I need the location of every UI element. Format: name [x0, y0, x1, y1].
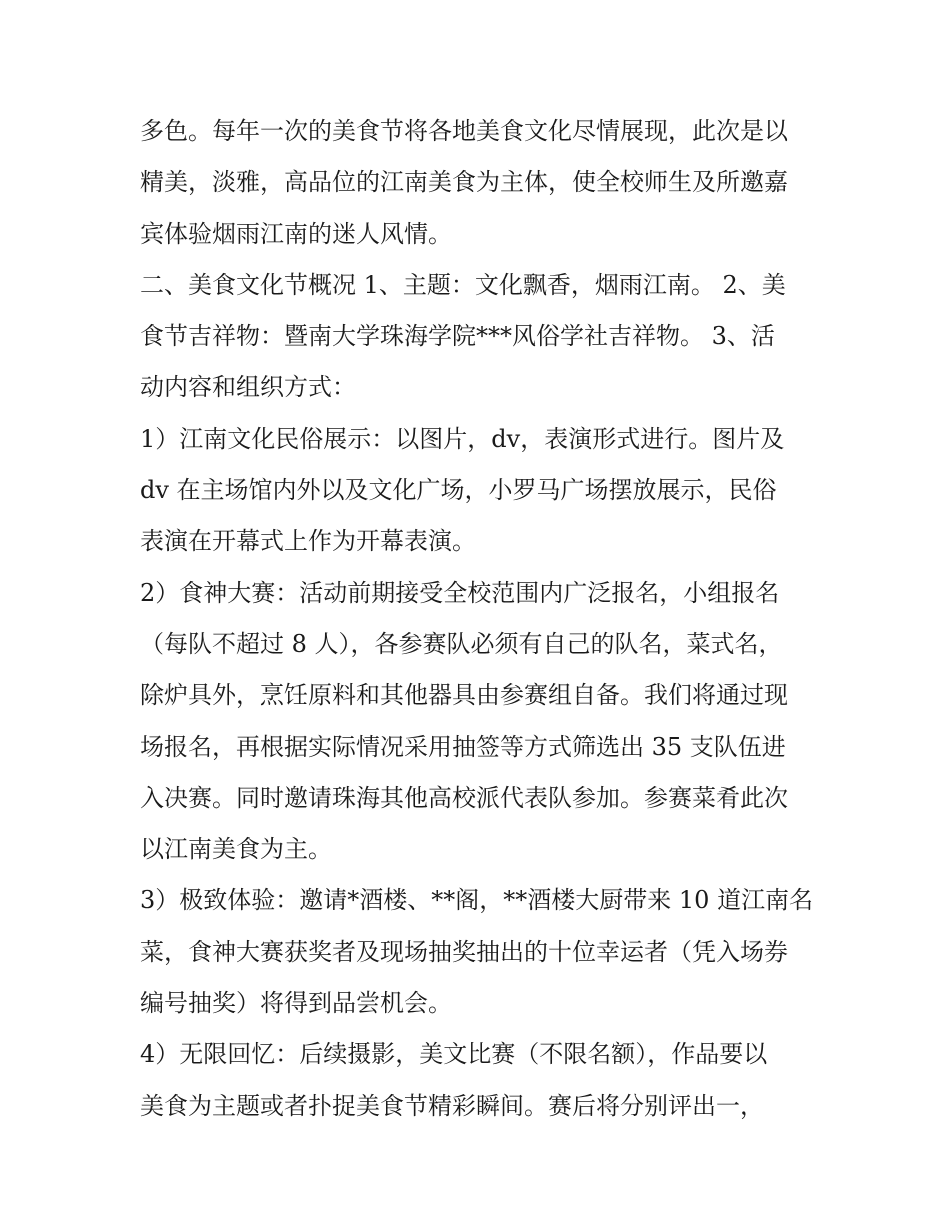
text-line-20: 美食为主题或者扑捉美食节精彩瞬间。赛后将分别评出一，: [140, 1091, 764, 1120]
text-line-19: 4）无限回忆：后续摄影，美文比赛（不限名额），作品要以: [140, 1040, 768, 1069]
text-line-1: 多色。每年一次的美食节将各地美食文化尽情展现，此次是以: [140, 117, 788, 145]
text-line-17: 菜，食神大赛获奖者及现场抽奖抽出的十位幸运者（凭入场券: [140, 937, 788, 966]
text-line-6: 动内容和组织方式：: [140, 373, 356, 402]
text-line-12: 除炉具外，烹饪原料和其他器具由参赛组自备。我们将通过现: [140, 681, 788, 710]
text-line-4: 二、美食文化节概况 1、主题：文化飘香，烟雨江南。 2、美: [140, 270, 786, 299]
text-line-16: 3）极致体验：邀请*酒楼、**阁，**酒楼大厨带来 10 道江南名: [140, 886, 814, 915]
text-line-9: 表演在开幕式上作为开幕表演。: [140, 527, 476, 556]
text-line-10: 2）食神大赛：活动前期接受全校范围内广泛报名，小组报名: [140, 578, 780, 607]
text-line-18: 编号抽奖）将得到品尝机会。: [140, 989, 452, 1018]
text-line-7: 1）江南文化民俗展示：以图片，dv，表演形式进行。图片及: [140, 424, 785, 453]
text-line-5: 食节吉祥物：暨南大学珠海学院***风俗学社吉祥物。 3、活: [140, 322, 775, 351]
text-line-3: 宾体验烟雨江南的迷人风情。: [140, 219, 452, 248]
text-line-8: dv 在主场馆内外以及文化广场，小罗马广场摆放展示，民俗: [140, 476, 777, 505]
text-line-13: 场报名，再根据实际情况采用抽签等方式筛选出 35 支队伍进: [140, 732, 786, 761]
text-line-15: 以江南美食为主。: [140, 835, 332, 864]
text-line-11: （每队不超过 8 人），各参赛队必须有自己的队名，菜式名，: [140, 629, 783, 658]
document-body: [140, 106, 820, 1132]
text-line-14: 入决赛。同时邀请珠海其他高校派代表队参加。参赛菜肴此次: [140, 783, 788, 812]
text-line-2: 精美，淡雅，高品位的江南美食为主体，使全校师生及所邀嘉: [140, 168, 788, 197]
